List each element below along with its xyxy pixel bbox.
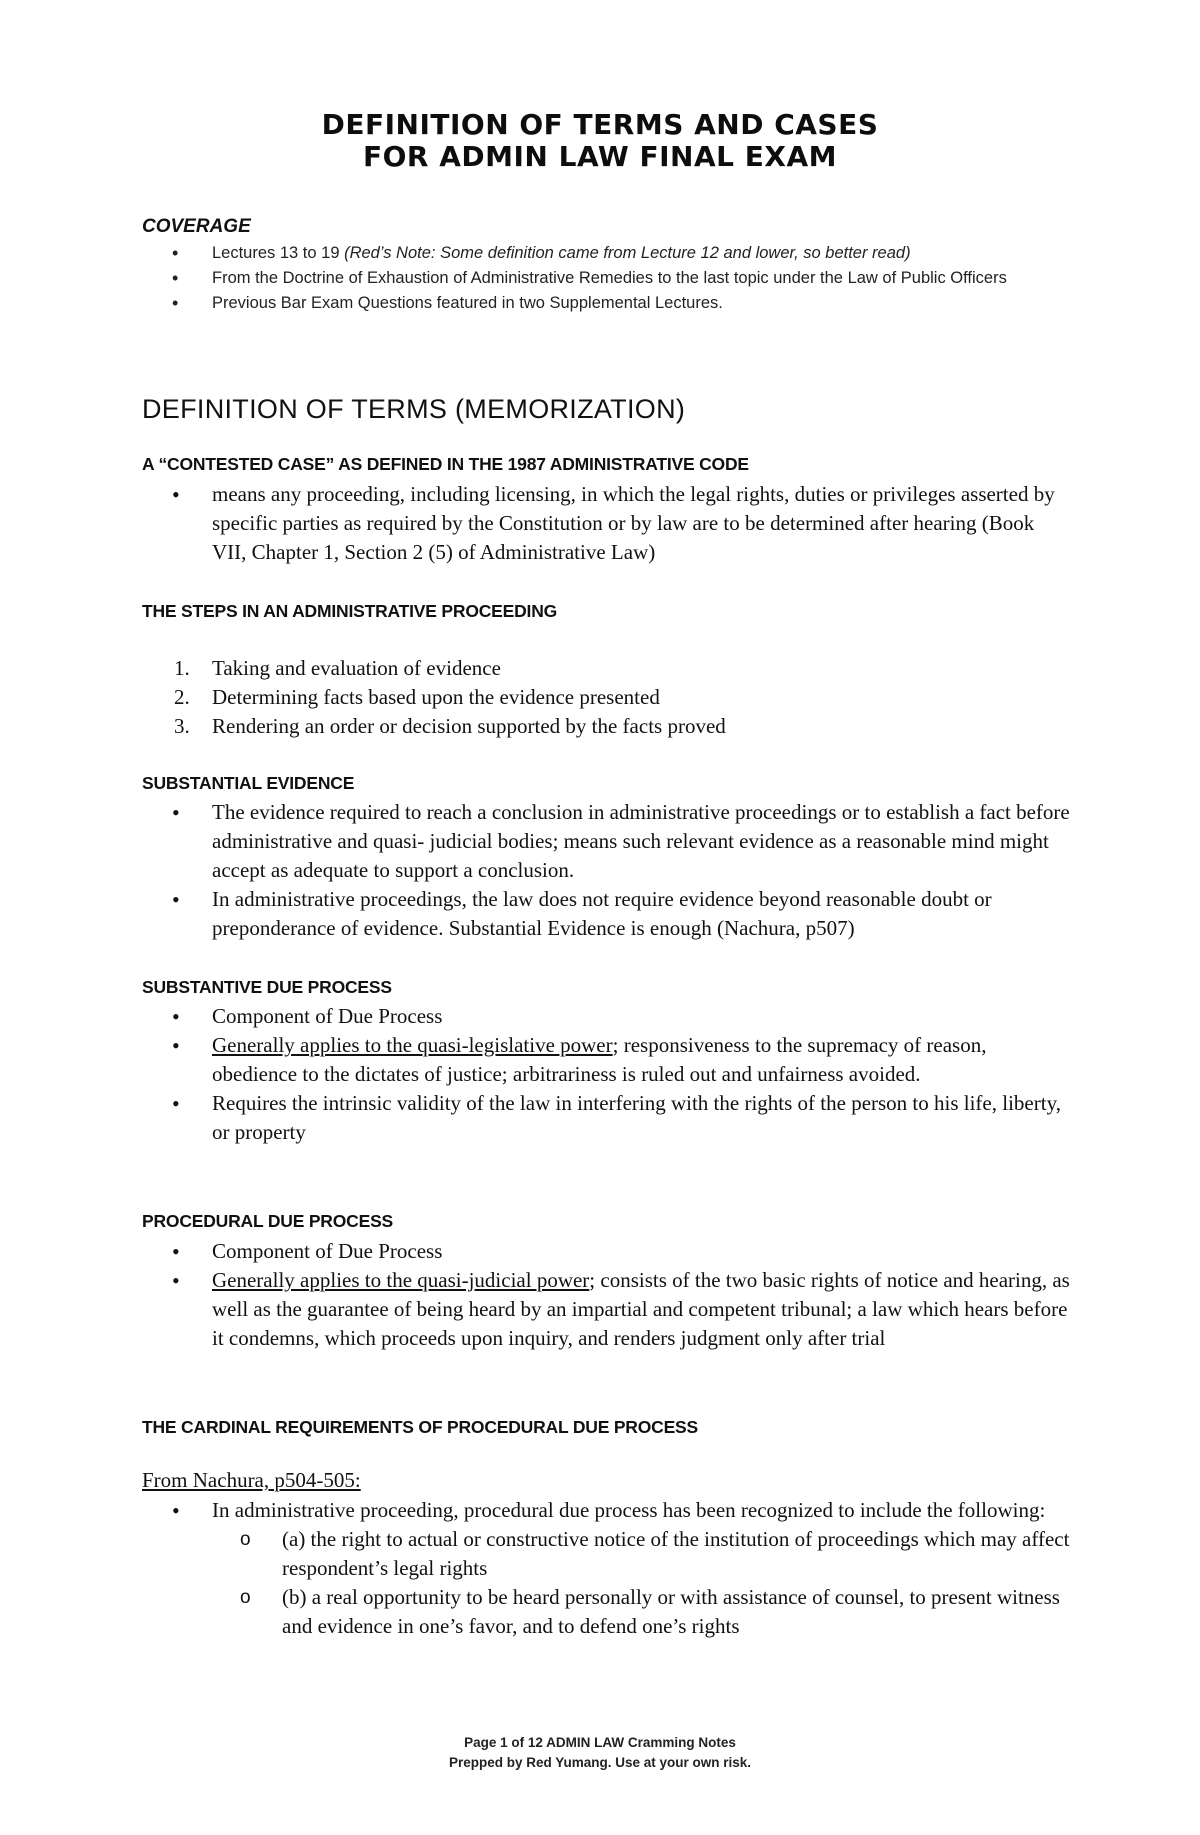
- contested-case-heading: A “CONTESTED CASE” AS DEFINED IN THE 1987 ADMINISTRATIVE CODE: [142, 454, 749, 474]
- substantive-due-process-list: [142, 1002, 1072, 1147]
- cardinal-requirements-list: [142, 1496, 1072, 1641]
- cardinal-sublist: [212, 1525, 1072, 1641]
- list-item: • In administrative proceedings, the law does not require evidence beyond reasonable doubt or preponderance of evidence. Substantial Evidence is enough (Nachura, p507): [142, 885, 1072, 943]
- list-item: • Component of Due Process: [142, 1002, 1072, 1031]
- list-item: • In administrative proceeding, procedural due process has been recognized to include the following: o (a) the right to actual or constructive notice of the institution of proceedings which may affect respondent’s legal rights o (b) a real opportunity to be heard personally or with assistance of counsel, to present witness and evidence in one’s favor, and to defend one’s rights: [142, 1496, 1072, 1641]
- list-item: 1. Taking and evaluation of evidence: [174, 656, 501, 680]
- list-item: • means any proceeding, including licensing, in which the legal rights, duties or privileges asserted by specific parties as required by the Constitution or by law are to be determined after hearing (Book VII, Chapter 1, Section 2 (5) of Administrative Law): [142, 480, 1072, 567]
- reds-note: (Red’s Note: Some definition came from Lecture 12 and lower, so better read): [344, 244, 911, 262]
- procedural-due-process-list: [142, 1237, 1072, 1353]
- footer-disclaimer: Prepped by Red Yumang. Use at your own risk.: [448, 1755, 752, 1770]
- procedural-due-process-heading: PROCEDURAL DUE PROCESS: [142, 1211, 394, 1231]
- list-item: 2. Determining facts based upon the evidence presented: [174, 685, 660, 709]
- list-item: • Requires the intrinsic validity of the law in interfering with the rights of the person to his life, liberty, or property: [142, 1089, 1072, 1147]
- list-item: • Previous Bar Exam Questions featured in two Supplemental Lectures.: [142, 291, 1082, 316]
- sub-list-item: o (b) a real opportunity to be heard personally or with assistance of counsel, to present witness and evidence in one’s favor, and to defend one’s rights: [212, 1583, 1072, 1641]
- underlined-phrase: Generally applies to the quasi-legislative power: [212, 1033, 613, 1057]
- sub-list-item: o (a) the right to actual or constructive notice of the institution of proceedings which may affect respondent’s legal rights: [212, 1525, 1072, 1583]
- list-item: • From the Doctrine of Exhaustion of Administrative Remedies to the last topic under the Law of Public Officers: [142, 266, 1082, 291]
- coverage-list: [142, 241, 1082, 316]
- coverage-heading: COVERAGE: [142, 216, 251, 237]
- cardinal-requirements-heading: THE CARDINAL REQUIREMENTS OF PROCEDURAL DUE PROCESS: [142, 1417, 699, 1437]
- list-item: • The evidence required to reach a conclusion in administrative proceedings or to establish a fact before administrative and quasi- judicial bodies; means such relevant evidence as a reasonable mind might accept as adequate to support a conclusion.: [142, 798, 1072, 885]
- steps-heading: THE STEPS IN AN ADMINISTRATIVE PROCEEDING: [142, 601, 558, 621]
- contested-case-list: [142, 480, 1072, 567]
- steps-list: [142, 654, 1072, 741]
- list-item: • Generally applies to the quasi-legislative power; responsiveness to the supremacy of reason, obedience to the dictates of justice; arbitrariness is ruled out and unfairness avoided.: [142, 1031, 1072, 1089]
- list-item: • Component of Due Process: [142, 1237, 1072, 1266]
- substantive-due-process-heading: SUBSTANTIVE DUE PROCESS: [142, 977, 392, 997]
- footer-page-info: Page 1 of 12 ADMIN LAW Cramming Notes: [464, 1735, 736, 1750]
- underlined-phrase: Generally applies to the quasi-judicial power: [212, 1268, 590, 1292]
- substantial-evidence-list: [142, 798, 1072, 943]
- list-item: • Generally applies to the quasi-judicial power; consists of the two basic rights of notice and hearing, as well as the guarantee of being heard by an impartial and competent tribunal; a law which hears before it condemns, which proceeds upon inquiry, and renders judgment only after trial: [142, 1266, 1072, 1353]
- list-item: 3. Rendering an order or decision supported by the facts proved: [174, 714, 726, 738]
- list-item: • Lectures 13 to 19 (Red’s Note: Some definition came from Lecture 12 and lower, so better read): [142, 241, 1082, 266]
- substantial-evidence-heading: SUBSTANTIAL EVIDENCE: [142, 773, 355, 793]
- document-title-line1: DEFINITION OF TERMS AND CASES: [321, 108, 879, 141]
- source-reference: From Nachura, p504-505:: [142, 1468, 361, 1492]
- section-title: DEFINITION OF TERMS (MEMORIZATION): [142, 394, 686, 424]
- document-title-line2: FOR ADMIN LAW FINAL EXAM: [363, 140, 837, 173]
